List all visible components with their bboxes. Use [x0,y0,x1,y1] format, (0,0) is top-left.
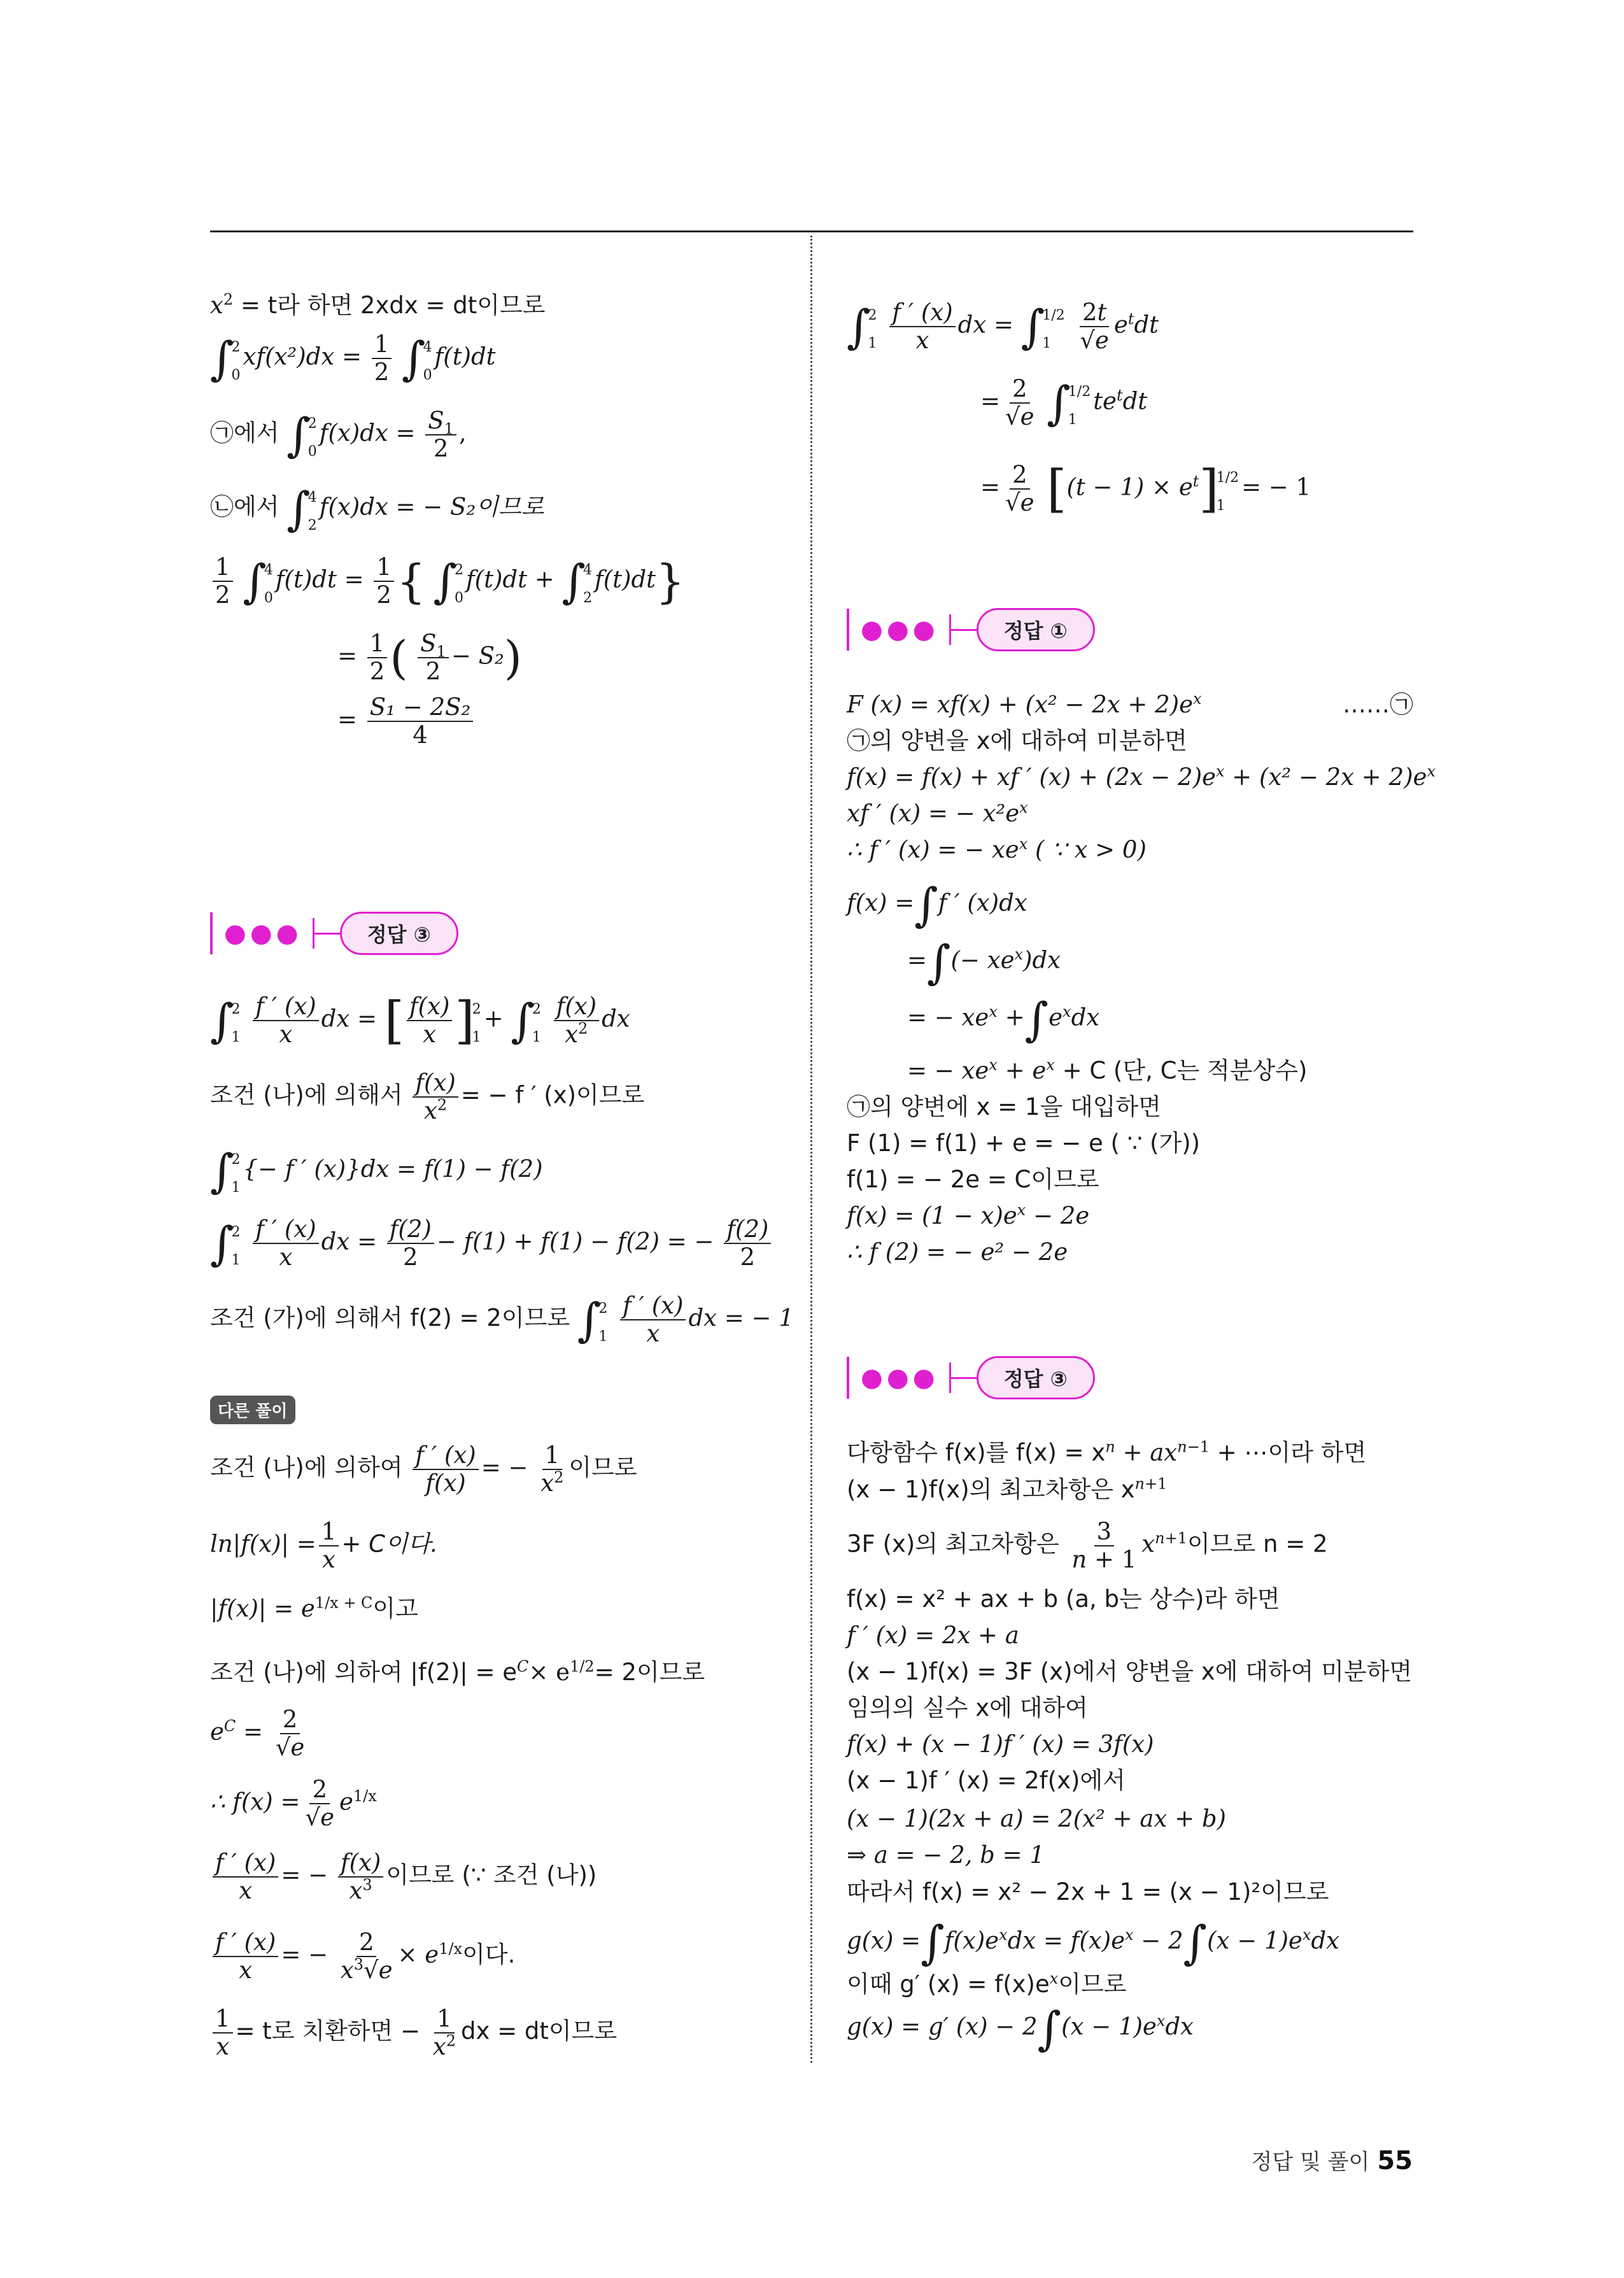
line-split-step3: = $\frac{\text{S₁ − 2S₂}}{4}$ [337,694,476,749]
column-divider [810,236,812,2063]
r-b7: =∫(− $xe^x)dx$ [907,935,1061,989]
r-line-2: = $\frac{2}{√e}$ ∫ 1/2 1 $te^tdt$ [980,375,1148,430]
line-substitution: $x^2 = t$라 하면 2xdx = dt이므로 [210,290,546,319]
r-c2: (x − 1)f(x)의 최고차항은 $x^{n+1}$ [847,1475,1168,1503]
top-rule [210,230,1413,232]
r-c5: f ′ (x) = 2x + a [847,1622,1019,1649]
line-circle-a: ㉠에서 ∫ 2 0 f(x)dx = $\frac{S_1}{2}$ , [210,407,467,462]
r-b4: xf ′ (x) = − $x^2e^x$ [847,798,1028,827]
answer-header-right-2: ●●● 정답 ③ [847,1356,1095,1399]
line-split-step2: = $\frac{1}{2}$ ( $\frac{S_1}{2}$ − S₂) [337,630,522,685]
alt-line-6: ∴ f(x) = $\frac{2}{√e}$ $e^{1/x}$ [210,1776,377,1831]
line-condition-b: 조건 (나)에 의해서 $\frac{f(x)}{x^2}$ = − f ′ (x)이므로 [210,1069,645,1124]
r-b5: ∴ f ′ (x) = − $xe^x$ ( ∵ x > 0) [847,835,1147,863]
alt-line-8: $\frac{f ' (x)}{x}$ = − $\frac{2}{x^3√e}$ × $e^{1/x}$이다. [210,1929,515,1984]
r-c3: 3F (x)의 최고차항은 $\frac{3}{n + 1}$ $x^{n+1}$이므로 n = 2 [847,1518,1328,1573]
alt-line-2: ln|f(x)| = $\frac{1}{x}$ + C이다. [210,1518,439,1573]
alt-line-9: $\frac{1}{x}$ = t로 치환하면 − $\frac{1}{x^2}$ dx = dt이므로 [210,2006,617,2060]
answer-badge: 정답 ③ [977,1356,1095,1399]
r-c15: g(x) = g′ $(x) - 2\int(x - 1)e^xdx$ [847,2002,1194,2055]
r-c4: f(x) = x² + ax + b (a, b는 상수)라 하면 [847,1585,1280,1613]
r-b13: $f(x) = (1 - x)e^x - 2e$ [847,1201,1090,1229]
line-circle-b: ㉡에서 ∫ 4 2 f(x)dx = − S₂이므로 [210,482,544,535]
r-c14: 이때 g′ $(x) = f(x)e^x$이므로 [847,1969,1127,1998]
r-c8: f(x) + (x − 1)f ′ (x) = 3f(x) [847,1730,1154,1758]
alt-line-3: $|f(x)| = e^{1/x + C}$이고 [210,1594,418,1622]
alt-line-1: 조건 (나)에 의하여 $\frac{f ' (x)}{f(x)}$ = − $\frac{1}{x^2}$ 이므로 [210,1441,637,1497]
r-c9: (x − 1)f ′ (x) = 2f(x)에서 [847,1767,1126,1794]
r-b2: ㉠의 양변을 x에 대하여 미분하면 [847,727,1187,754]
answer-badge: 정답 ① [977,608,1095,651]
alt-line-7: $\frac{f ' (x)}{x}$ = − $\frac{f(x)}{x^3}$ 이므로 (∵ 조건 (나)) [210,1850,597,1904]
r-c11: ⇒ a = − 2, b = 1 [847,1841,1045,1869]
r-b3: f(x) = f(x) + xf ′ $(x) + (2x - 2)e^x + (x^2 - 2x + 2)e^x$ [847,762,1436,791]
r-b8: = − $xe^x +\int e^xdx$ [907,993,1100,1046]
r-b12: f(1) = − 2e = C이므로 [847,1166,1099,1193]
answer-header-right-1: ●●● 정답 ① [847,608,1095,651]
r-c1: 다항함수 f(x)를 $f(x) = x^n + ax^{n-1}$ + ⋯이라 하면 [847,1438,1367,1466]
footer-label: 정답 및 풀이 [1251,2149,1370,2175]
line-integral-1: ∫ 2 0 xf(x²)dx = $\frac{1}{2}$ ∫ 4 0 f(t)dt [210,330,496,386]
alt-line-4: 조건 (나)에 의하여 $|f(2)| = e^C\times e^{1/2}= 2$이므로 [210,1657,705,1686]
r-c6: (x − 1)f(x) = 3F (x)에서 양변을 x에 대하여 미분하면 [847,1658,1413,1685]
r-b6: f(x) =∫f ′ (x)dx [847,878,1027,931]
r-b11: F (1) = f(1) + e = − e ( ∵ (가)) [847,1129,1201,1157]
line-condition-a: 조건 (가)에 의해서 f(2) = 2이므로 ∫ 2 1 $\frac{f ' (x)}{x}$ dx = − 1 [210,1292,794,1347]
answer-header-left: ●●● 정답 ③ [210,912,458,955]
r-b1: F $(x) = xf(x) + (x^2 - 2x + 2)e^x$ ……㉠ [847,690,1413,718]
line-result: ∫ 2 1 $\frac{f ' (x)}{x}$ dx = $\frac{f(2)}{2}$ − f(1) + f(1) − f(2) = − $\frac{f(2)}{2}$ [210,1216,773,1271]
answer-badge: 정답 ③ [340,912,458,955]
page-footer [1251,2144,1413,2175]
page-number: 55 [1377,2146,1413,2175]
alt-solution-badge: 다른 풀이 [210,1396,295,1424]
r-c13: $g(x) =\int f(x)e^xdx = f(x)e^x - 2\int(x - 1)e^xdx$ [847,1916,1339,1969]
r-line-1: ∫ 2 1 $\frac{f ' (x)}{x}$ dx = ∫ 1/2 1 $\frac{2t}{√e}$ $e^tdt$ [847,299,1159,354]
alt-line-5: $e^C$ = $\frac{2}{√e}$ [210,1706,305,1761]
r-c12: 따라서 f(x) = x² − 2x + 1 = (x − 1)²이므로 [847,1878,1329,1906]
r-c7: 임의의 실수 x에 대하여 [847,1694,1088,1722]
line-split-integral: $\frac{1}{2}$ ∫ 4 0 f(t)dt = $\frac{1}{2}$ { ∫ 2 0 f(t)dt + ∫ 4 2 f(t)dt} [210,554,685,609]
r-b9: = − $xe^x + e^x + C$ (단, C는 적분상수) [907,1056,1308,1084]
line-parts: ∫ 2 1 $\frac{f ' (x)}{x}$ dx = [ $\frac{f(x)}{x}$ ] 2 1 + ∫ 2 1 $\frac{f(x)}{x^2}$ dx [210,991,630,1050]
r-line-3: = $\frac{2}{√e}$ $[(t - 1) \times e^t]$ 1/2 1 = − 1 [980,459,1311,518]
r-b10: ㉠의 양변에 x = 1을 대입하면 [847,1093,1161,1121]
r-c10: (x − 1)(2x + a) = 2(x² + ax + b) [847,1805,1226,1832]
r-b14: ∴ f (2) = − e² − 2e [847,1238,1068,1266]
line-integral-neg: ∫ 2 1 {− f ′ (x)}dx = f(1) − f(2) [210,1144,543,1198]
